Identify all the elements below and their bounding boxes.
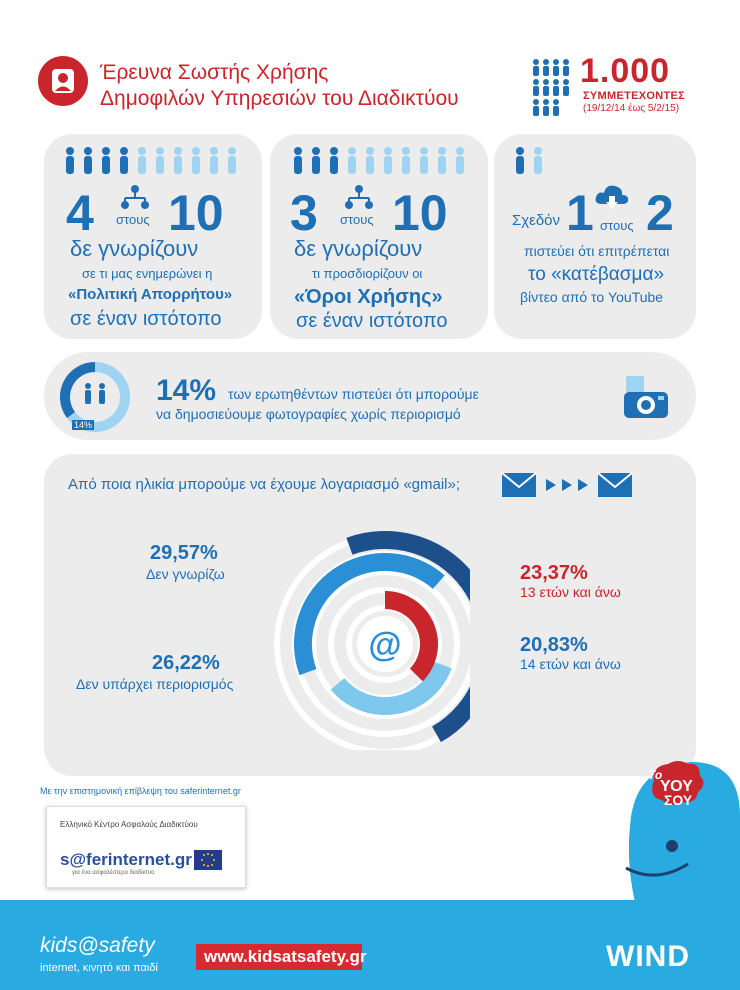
chart-label-pct-0: 29,57% bbox=[150, 542, 218, 564]
eu-stars-svg bbox=[194, 850, 222, 870]
chart-label-cat-2: 13 ετών και άνω bbox=[520, 584, 621, 600]
wind-logo: WIND bbox=[606, 940, 690, 973]
chart-label-cat-1: Δεν υπάρχει περιορισμός bbox=[76, 676, 234, 692]
card3-line3: βίντεο από το YouTube bbox=[520, 289, 664, 305]
card1-line3: «Πολιτική Απορρήτου» bbox=[68, 286, 233, 303]
participants-people-icon bbox=[530, 58, 572, 116]
people-row-icon-1 bbox=[62, 146, 242, 178]
user-icon-svg bbox=[38, 56, 88, 106]
stat-num-10b: 10 bbox=[392, 185, 448, 241]
eu-flag-icon bbox=[194, 850, 222, 870]
chart-label-pct-2: 23,37% bbox=[520, 562, 588, 584]
website-link[interactable]: www.kidsatsafety.gr bbox=[204, 947, 367, 966]
saferinternet-wordmark: s@ferinternet.gr bbox=[60, 850, 192, 869]
gmail-age-chart bbox=[270, 510, 470, 750]
page-title bbox=[100, 60, 459, 112]
people-pair-icon bbox=[512, 146, 548, 178]
saferinternet-title: Ελληνικό Κέντρο Ασφαλούς Διαδικτύου bbox=[60, 820, 198, 829]
card2-line1: δε γνωρίζουν bbox=[294, 236, 423, 261]
hierarchy-icon-1 bbox=[120, 184, 150, 210]
hierarchy-icon-2 bbox=[344, 184, 374, 210]
banner-percent: 14% bbox=[156, 374, 217, 407]
stat-mid-1: στους bbox=[116, 212, 150, 227]
stat-mid-2: στους bbox=[340, 212, 374, 227]
cloud-download-icon bbox=[594, 182, 630, 212]
kids-safety-subtitle: internet, κινητό και παιδί bbox=[40, 962, 158, 974]
card1-line4: σε έναν ιστότοπο bbox=[70, 308, 222, 330]
stat-num-1: 1 bbox=[566, 185, 594, 241]
camera-icon bbox=[622, 374, 670, 422]
card1-line1: δε γνωρίζουν bbox=[70, 236, 199, 261]
title-line-1: Έρευνα Σωστής Χρήσης bbox=[100, 61, 329, 84]
card1-line2: σε τι μας ενημερώνει η bbox=[82, 266, 213, 281]
people-row-icon-2 bbox=[290, 146, 470, 178]
kids-safety-logo: kids@safety bbox=[40, 934, 155, 957]
title-line-2: Δημοφιλών Υπηρεσιών του Διαδικτύου bbox=[100, 87, 459, 110]
banner-line1: των ερωτηθέντων πιστεύει ότι μπορούμε bbox=[228, 386, 479, 402]
card2-line2: τι προσδιορίζουν οι bbox=[312, 266, 423, 281]
stat-num-4: 4 bbox=[66, 185, 94, 241]
people-grid-svg bbox=[530, 58, 572, 116]
banner-line2: να δημοσιεύουμε φωτογραφίες χωρίς περιορισμό bbox=[156, 406, 461, 422]
stat-num-2: 2 bbox=[646, 185, 674, 241]
chart-label-cat-3: 14 ετών και άνω bbox=[520, 656, 621, 672]
mail-send-icon bbox=[500, 470, 640, 500]
mascot-text-2: ΥΟΥ bbox=[660, 778, 693, 795]
card3-line2: το «κατέβασμα» bbox=[528, 264, 665, 285]
chart-label-pct-3: 20,83% bbox=[520, 634, 588, 656]
percent-ring-icon bbox=[60, 362, 130, 432]
card3-prefix: Σχεδόν bbox=[512, 212, 561, 229]
stat-num-3: 3 bbox=[290, 185, 318, 241]
user-icon bbox=[38, 56, 88, 106]
mascot-text-1: Το bbox=[648, 768, 663, 782]
scientific-credit: Με την επιστημονική επίβλεψη του saferinternet.gr bbox=[40, 786, 241, 796]
saferinternet-tagline: για ένα ασφαλέστερο διαδίκτυο bbox=[72, 870, 155, 876]
participant-count: 1.000 bbox=[580, 52, 671, 90]
gmail-question: Από ποια ηλικία μπορούμε να έχουμε λογαριασμό «gmail»; bbox=[68, 476, 461, 493]
card2-line3: «Όροι Χρήσης» bbox=[294, 286, 443, 308]
chart-label-cat-0: Δεν γνωρίζω bbox=[146, 566, 225, 582]
mascot-text-3: ΣΟΥ bbox=[664, 792, 693, 808]
survey-dates: (19/12/14 έως 5/2/15) bbox=[583, 103, 680, 114]
at-symbol: @ bbox=[368, 626, 402, 664]
chart-label-pct-1: 26,22% bbox=[152, 652, 220, 674]
stat-num-10: 10 bbox=[168, 185, 224, 241]
stat-mid-3: στους bbox=[600, 218, 634, 233]
percent-ring-badge: 14% bbox=[74, 420, 93, 430]
card2-line4: σε έναν ιστότοπο bbox=[296, 310, 448, 332]
card3-line1: πιστεύει ότι επιτρέπεται bbox=[524, 243, 670, 259]
participant-label: ΣΥΜΜΕΤΕΧΟΝΤΕΣ bbox=[583, 90, 686, 102]
